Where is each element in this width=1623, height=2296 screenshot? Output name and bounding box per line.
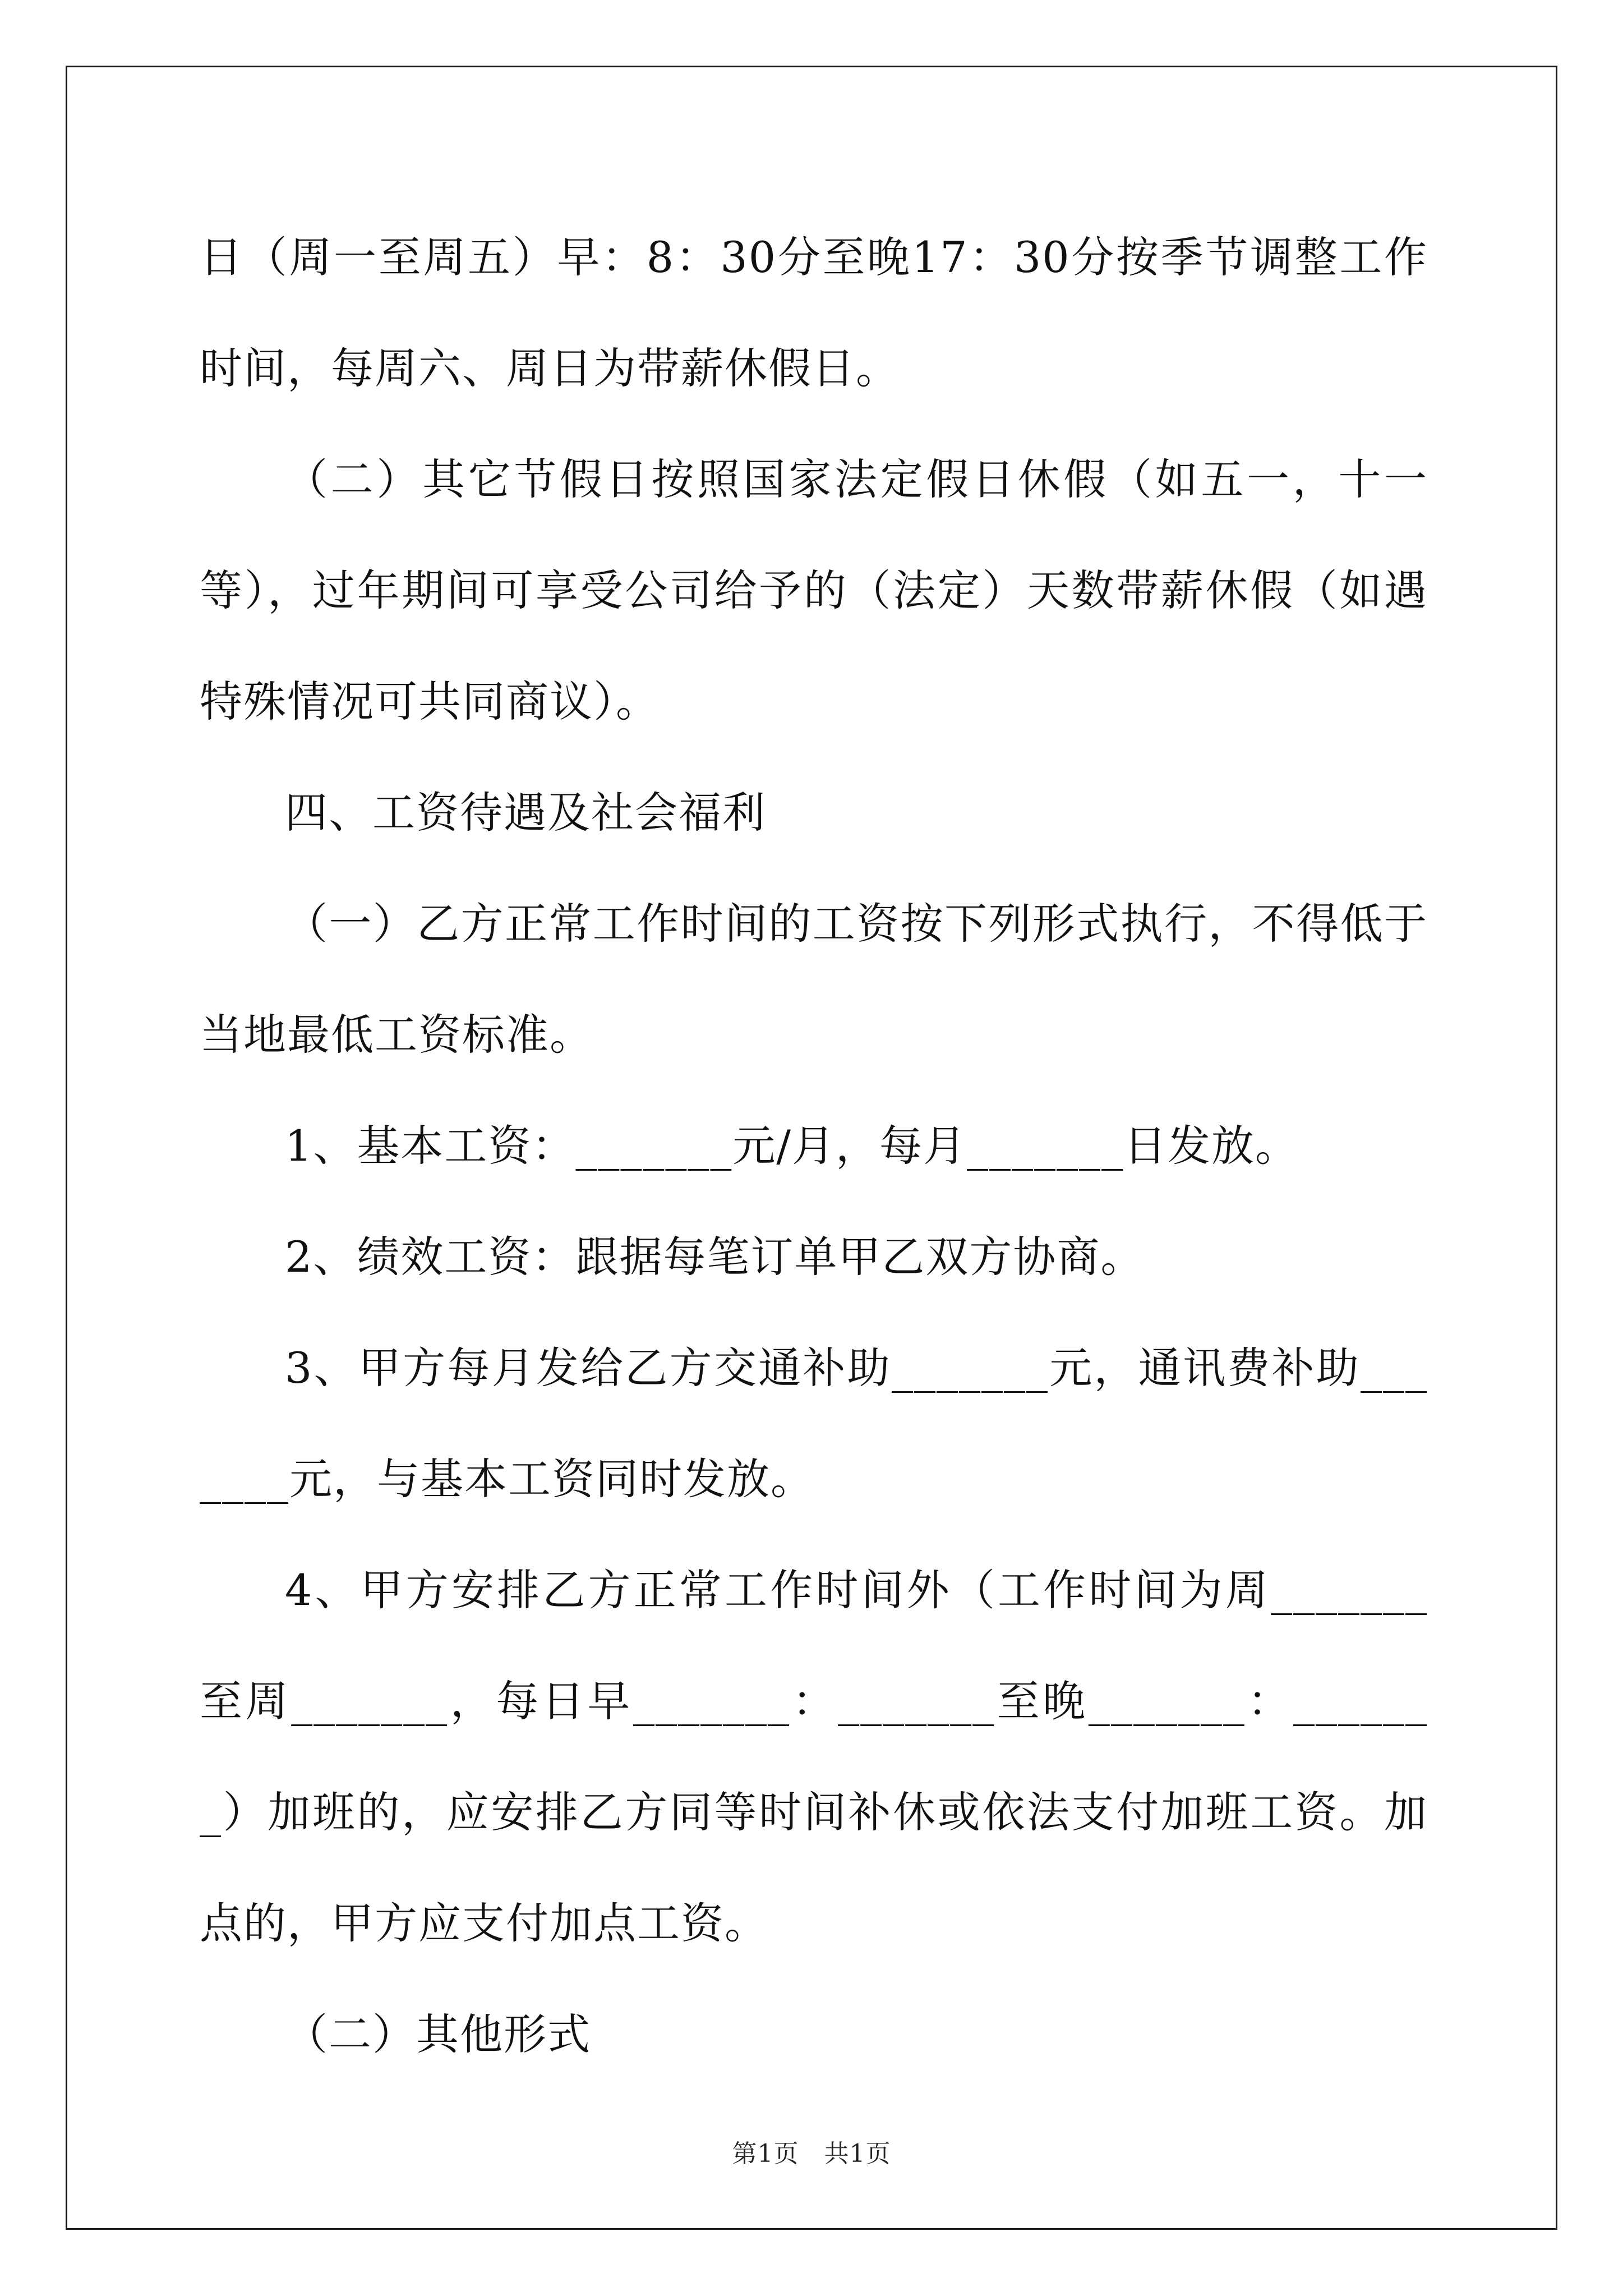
paragraph-normal-wage: （一）乙方正常工作时间的工资按下列形式执行，不得低于当地最低工资标准。 xyxy=(200,899,1428,1060)
paragraph-holidays: （二）其它节假日按照国家法定假日休假（如五一，十一等），过年期间可享受公司给予的（法定）天数带薪休假（如遇特殊情况可共同商议）。 xyxy=(200,454,1428,726)
section-heading-salary-welfare: 四、工资待遇及社会福利 xyxy=(285,788,766,838)
paragraph-other-forms: （二）其他形式 xyxy=(285,2009,591,2059)
page-footer: 第1页 共1页 xyxy=(732,2139,891,2168)
item-overtime: 4、甲方安排乙方正常工作时间外（工作时间为周_______至周_______，每日早_______：_______至晚_______：_______）加班的，应安排乙方同等时间补休或依法支付加班工资。加点的，甲方应支付加点工资。 xyxy=(200,1565,1428,1948)
item-basic-salary: 1、基本工资：_______元/月，每月_______日发放。 xyxy=(285,1121,1299,1171)
paragraph-work-hours: 日（周一至周五）早：8：30分至晚17：30分按季节调整工作时间，每周六、周日为带薪休假日。 xyxy=(200,232,1428,393)
item-allowances: 3、甲方每月发给乙方交通补助_______元，通讯费补助_______元，与基本工资同时发放。 xyxy=(200,1343,1428,1504)
document-body xyxy=(200,202,1428,2090)
item-performance-salary: 2、绩效工资：跟据每笔订单甲乙双方协商。 xyxy=(285,1232,1145,1282)
